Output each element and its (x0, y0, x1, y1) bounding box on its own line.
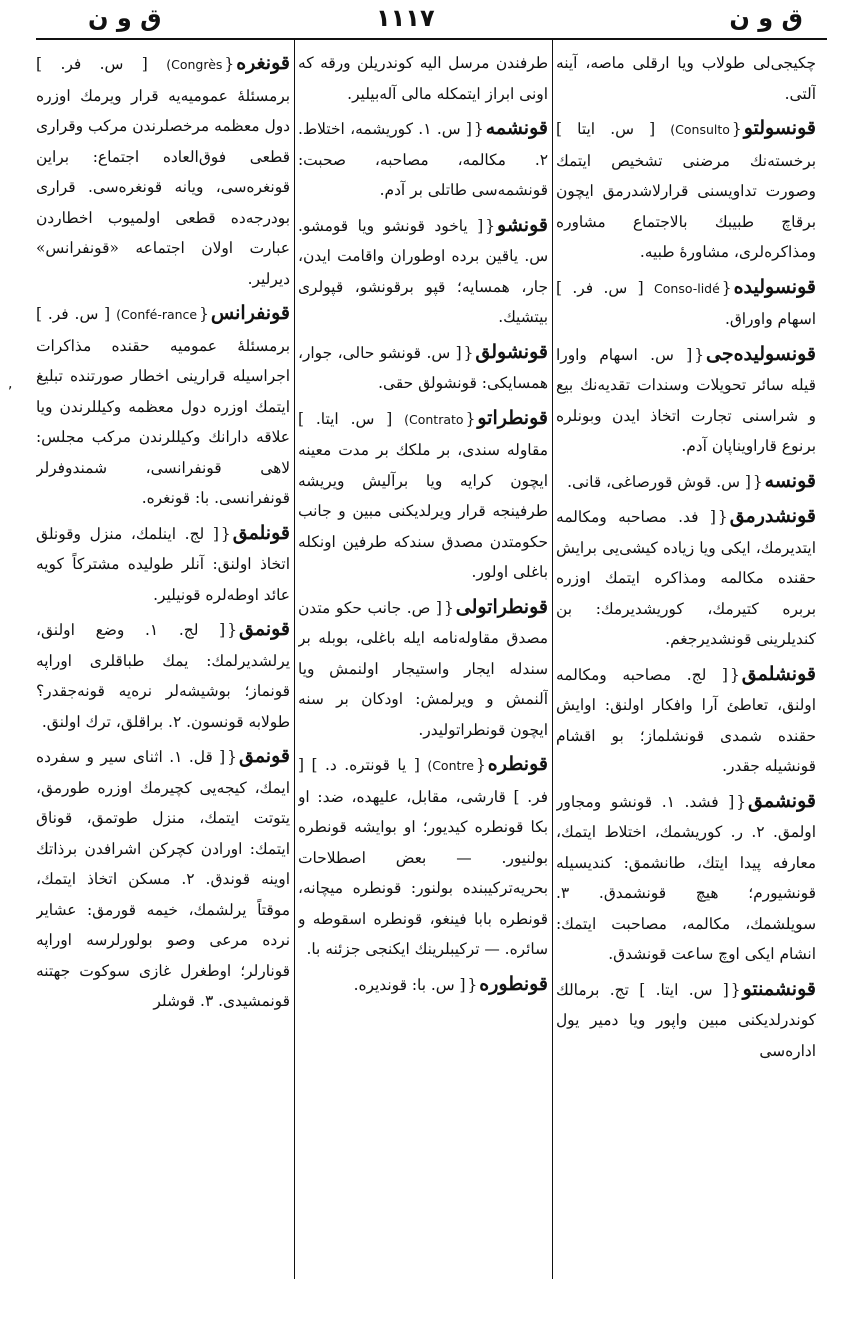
brace-mark: { (227, 621, 237, 639)
entry-headword: قونشو (497, 213, 548, 236)
dictionary-entry (556, 659, 816, 782)
entry-headword: قونفرانس (210, 302, 290, 324)
header-rule (36, 38, 827, 40)
dictionary-entry (556, 113, 816, 268)
entry-headword: قونسه (764, 469, 816, 492)
entry-definition: [ قل. ١. اثناى سير و سفرده ايمك، كيجه‌يى كچيرمك اوزره طورمق، يتوتت ايتمك، منزل طوتمق، قوناق ايتمك: اورادن كچركن اشرافدن برذاتك اوينه قوندق. ٢. مسكن اتخاذ ايتمك، موقتاً يرلشمك، خيمه قورمق: عشاير نرده مرعى وصو بولورلرسه اوراپه قونارلر؛ اوطغرل غازى سوكوت جهتنه قونمشيدى. ٣. قوشلر (36, 748, 290, 1010)
entry-definition: [ س. فر. ] برمسئلهٔ عموميه حقنده مذاكرات اجراسيله قرارينى اخطار صورتنده تبليغ ايتمك اوزره دول معظمه وكيللرندن ويا علاقه دارانك وكيللرندن مركب مجلس: لاهى قونفرانسى، شمندوفرلر قونفرانسى. با: قونغره. (36, 305, 290, 507)
entry-definition: [ س. با: قونديره. (353, 975, 466, 994)
column-center (298, 48, 548, 1277)
column-left (36, 48, 290, 1277)
dictionary-entry (556, 48, 816, 109)
dictionary-entry (298, 592, 548, 746)
entry-definition: [ ياخود قونشو ويا قومشو. س. ياقين برده اوطوران واقامت ايدن، جار، همسايه؛ قپو برقونشو، قپولرى بيتشيك. (298, 216, 548, 326)
brace-mark: { (752, 472, 763, 491)
entry-definition: [ س. قوش قورصاغى، قانى. (567, 472, 751, 491)
brace-mark: { (731, 120, 742, 138)
entry-headword: قونطراتو (477, 406, 548, 429)
brace-mark: { (467, 975, 478, 994)
entry-definition: [ لج. اينلمك، منزل وقونلق اتخاذ اولنق: آنلر طوليده مشتركاً كويه عائد اوطه‌لره قونيلير. (36, 524, 290, 604)
margin-mark: , (8, 376, 13, 392)
brace-mark: { (463, 343, 474, 362)
brace-mark: { (736, 792, 747, 811)
brace-mark: { (224, 55, 235, 73)
entry-etymology: (Contre (427, 758, 474, 773)
header-right-letters: ق و ن (729, 4, 803, 32)
entry-definition: [ ص. جانب حكو متدن مصدق مقاوله‌نامه ايله باغلى، بوبله بر سندله ايجار واستيجار اولنمش ويا آلنمش و ويرلمش: اودكان بر سنه ايچون قونطراتوليدر. (298, 598, 548, 739)
brace-mark: { (694, 345, 705, 364)
dictionary-entry (298, 337, 548, 399)
dictionary-entry (556, 272, 816, 335)
entry-definition: چكيجى‌لى طولاب ويا ارقلى ماصه، آينه آلتى. (556, 54, 816, 103)
entry-headword: قونطوره (479, 972, 548, 995)
entry-headword: قونسولتو (743, 117, 816, 139)
dictionary-entry (36, 48, 290, 294)
dictionary-entry (36, 741, 290, 1017)
header-left-letters: ق و ن (88, 4, 162, 32)
brace-mark: { (473, 120, 484, 138)
entry-etymology: (Confé-rance (116, 307, 198, 322)
entry-definition: [ لج. مصاحبه ومكالمه اولنق، تعاطئ آرا وافكار اولنق: اوايش حقنده شمدى قونشلماز؛ بو اقشام قونشيله جقدر. (556, 665, 816, 775)
brace-mark: { (730, 980, 741, 999)
entry-headword: قونطره (487, 753, 548, 775)
brace-mark: { (199, 305, 209, 323)
brace-mark: { (220, 524, 231, 543)
entry-headword: قونغره (236, 52, 290, 74)
dictionary-entry (298, 749, 548, 965)
entry-definition: [ س. اسهام واورا قيله سائر تحويلات وسندات تقديه‌نك بيع و شراسنى تجارت اتخاذ ايدن وبونلره برنوع قاراويناپان آدم. (556, 345, 816, 455)
entry-etymology: (Consulto (670, 122, 730, 137)
dictionary-entry (36, 518, 290, 611)
entry-definition: [ س. ١. كوريشمه، اختلاط. ٢. مكالمه، مصاحبه، صحبت: قونشمه‌سى طاتلى بر آدم. (298, 120, 548, 199)
dictionary-entry (556, 786, 816, 970)
entry-definition: طرفندن مرسل اليه كوندريلن ورقه كه اونى ابراز ايتمكله مالى آله‌بيلير. (298, 54, 548, 103)
brace-mark: { (443, 598, 454, 617)
entry-definition: [ س. ايتا ] برخسته‌نك مرضنى تشخيص ايتمك وصورت تداويسنى قرارلاشدرمق ايچون برقاچ طبيبك بالاجتماع مشاوره ومذاكره‌لرى، مشاورهٔ طبيه. (556, 120, 816, 261)
entry-definition: [ س. فر. ] برمسئلهٔ عموميه‌يه قرار ويرمك اوزره دول معظمه مرخصلرندن مركب وقرارى قطعى فوق‌العاده اجتماع: براين قونغره‌سى، ويانه قونغره‌سى. قرارى بودرجه‌ده قطعى اولميوب اخطاردن عبارت اولان اجتماعه «قونفرانس» ديرلير. (36, 55, 290, 288)
brace-mark: { (485, 216, 496, 235)
entry-headword: قونشمه (485, 117, 548, 139)
entry-etymology: (Contrato (404, 411, 464, 427)
dictionary-entry (556, 974, 816, 1067)
dictionary-entry (298, 403, 548, 588)
entry-headword: قونمق (238, 745, 290, 767)
entry-headword: قونشلمق (741, 662, 816, 685)
column-divider-right (552, 40, 553, 1279)
page-number: ١١١٧ (376, 4, 435, 32)
entry-definition: [ فد. مصاحبه ومكالمه ايتديرمك، ايكى ويا زياده كيشى‌يى برايش حقنده مكالمه ومذاكره ايتمك اوزره بربره كتيرمك، كوريشديرمك: بن كنديلرينى قونشديرجغم. (556, 508, 816, 648)
entry-headword: قونسوليده (733, 275, 816, 298)
entry-headword: قونسوليده‌جى (706, 342, 816, 365)
dictionary-entry (556, 501, 816, 655)
entry-etymology: (Congrès (166, 57, 223, 72)
brace-mark: { (717, 508, 728, 526)
entry-headword: قونطراتولى (455, 595, 548, 618)
column-divider-left (294, 40, 295, 1279)
entry-etymology: Conso-lidé (654, 280, 720, 296)
page-header (0, 0, 849, 36)
dictionary-entry (298, 969, 548, 1001)
entry-definition: [ س. قونشو حالى، جوار، همسايكى: قونشولق حقى. (298, 343, 548, 392)
entry-headword: قونمق (238, 618, 290, 640)
entry-headword: قونشولق (475, 340, 548, 363)
dictionary-entry (298, 210, 548, 333)
brace-mark: { (227, 748, 237, 766)
dictionary-entry (556, 466, 816, 498)
dictionary-entry (556, 339, 816, 462)
dictionary-entry (298, 48, 548, 109)
column-right (556, 48, 816, 1277)
brace-mark: { (465, 409, 476, 428)
entry-headword: قونلمق (232, 521, 290, 544)
brace-mark: { (475, 756, 486, 774)
dictionary-entry (298, 113, 548, 206)
entry-definition: [ فشد. ١. قونشو ومجاور اولمق. ٢. ر. كوريشمك، اختلاط ايتمك، معارفه پيدا ايتك، طانشمق: كنديسيله قونشيورم؛ هيچ قونشمدق. ٣. سويلشمك، مكالمه، مصاحبت ايتمك: انشام ايكى اوچ ساعت قونشدق. (556, 792, 816, 963)
entry-definition: [ س. فر. ] اسهام واوراق. (556, 278, 816, 328)
entry-definition: [ س. ايتا. ] تج. برمالك كوندرلديكنى مبين واپور ويا دمير يول اداره‌سى (556, 980, 816, 1060)
entry-headword: قونشمنتو (742, 977, 816, 1000)
entry-definition: [ س. ايتا. ] مقاوله سندى، بر ملكك بر مدت معينه ايچون كرايه ويا برآليش ويريشه طرفينجه قرار ويرلديكنى مبين و جانب حكومتدن مصدق سندكه طرفين اونكله باغلى اولور. (298, 409, 548, 581)
entry-headword: قونشمق (748, 789, 816, 812)
dictionary-entry (36, 298, 290, 514)
entry-definition: [ يا قونتره. د. ] [ فر. ] قارشى، مقابل، عليهده، ضد: او بكا قونطره كيديور؛ او بوايشه قونطره بولنيور. — بعض اصطلاحات بحريه‌تركيبنده بولنور: قونطره ميچانه، قونطره بابا فينغو، قونطره اسقوطه و سائره. — تركيبلرينك ايكنجى جزئنه با. (298, 756, 548, 958)
entry-definition: [ لج. ١. وضع اولنق، يرلشديرلمك: يمك طباقلرى اوراپه قونماز؛ بوشيشه‌لر نره‌يه قونه‌جقدر؟ طولابه قونسون. ٢. براقلق، ترك اولنق. (36, 621, 290, 731)
brace-mark: { (721, 278, 732, 297)
entry-headword: قونشدرمق (729, 505, 816, 527)
brace-mark: { (729, 665, 740, 684)
dictionary-entry (36, 614, 290, 737)
